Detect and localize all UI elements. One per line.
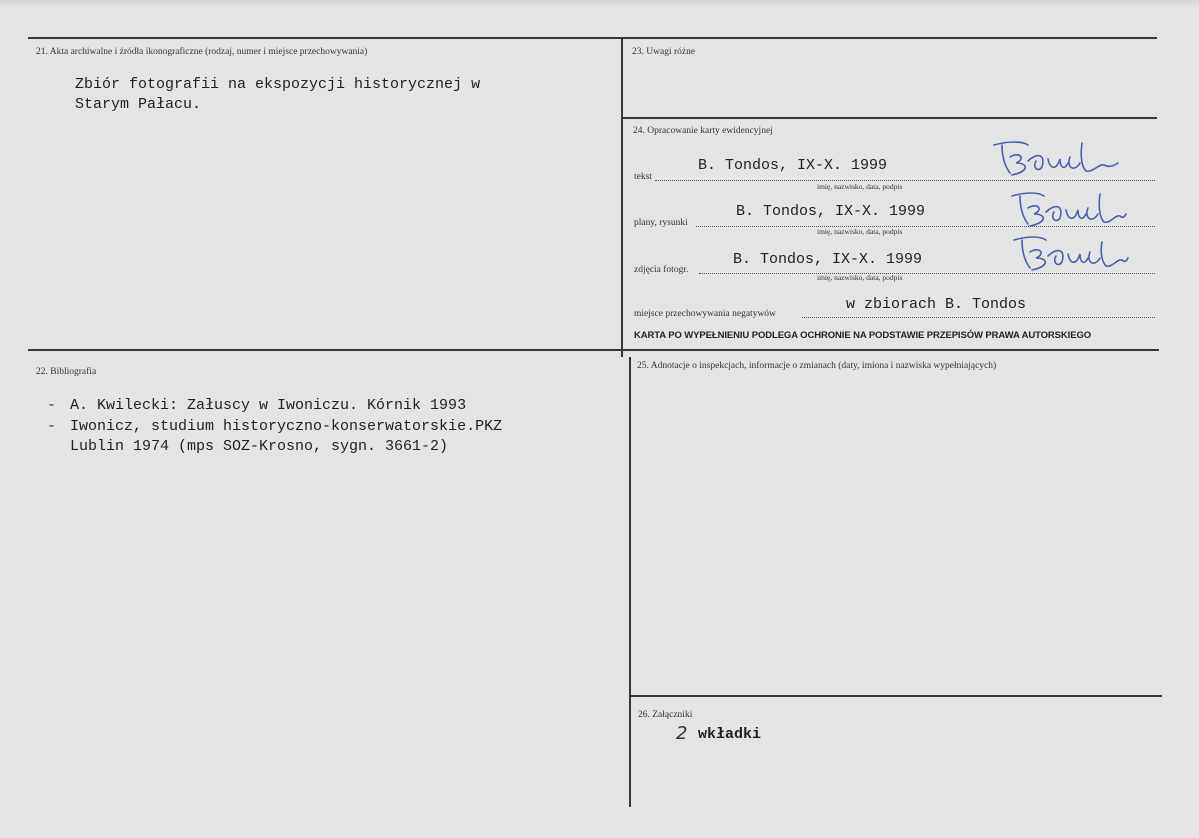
bib-item-2-line-1: Iwonicz, studium historyczno-konserwatorskie.PKZ <box>70 418 503 435</box>
rule-25-26 <box>630 695 1162 697</box>
zdjecia-label: zdjęcia fotogr. <box>634 265 689 275</box>
section-22-label: 22. Bibliografia <box>36 367 97 377</box>
top-edge <box>0 0 1199 8</box>
tekst-value: B. Tondos, IX-X. 1999 <box>698 157 888 174</box>
attachments-value: wkładki <box>698 726 762 743</box>
negatives-dotted-line <box>802 317 1155 318</box>
section-21-line-1: Zbiór fotografii na ekspozycji historycznej w <box>75 76 481 93</box>
zdjecia-value: B. Tondos, IX-X. 1999 <box>733 251 923 268</box>
tekst-sublabel: imię, nazwisko, data, podpis <box>817 182 903 191</box>
section-24-label: 24. Opracowanie karty ewidencyjnej <box>633 126 773 136</box>
tekst-label: tekst <box>634 172 652 182</box>
signature-tekst <box>988 137 1123 179</box>
zdjecia-sublabel: imię, nazwisko, data, podpis <box>817 273 903 282</box>
rule-23-24 <box>622 117 1157 119</box>
center-divider <box>621 37 623 357</box>
center-divider-lower <box>629 357 631 807</box>
signature-plany <box>1008 188 1128 230</box>
copyright-notice: KARTA PO WYPEŁNIENIU PODLEGA OCHRONIE NA PODSTAWIE PRZEPISÓW PRAWA AUTORSKIEGO <box>634 330 1092 341</box>
bib-item-2-line-2: Lublin 1974 (mps SOZ-Krosno, sygn. 3661-2) <box>70 438 449 455</box>
signature-zdjecia <box>1010 232 1130 274</box>
section-23-label: 23. Uwagi różne <box>632 47 696 57</box>
attachments-count: 2 <box>676 723 688 744</box>
section-25-label: 25. Adnotacje o inspekcjach, informacje o zmianach (daty, imiona i nazwiska wypełniających) <box>637 361 997 371</box>
section-21-label: 21. Akta archiwalne i źródła ikonograficzne (rodzaj, numer i miejsce przechowywania) <box>36 47 368 57</box>
bib-item-1-line-1: A. Kwilecki: Załuscy w Iwoniczu. Kórnik 1993 <box>70 397 467 414</box>
negatives-label: miejsce przechowywania negatywów <box>634 309 776 319</box>
section-26-label: 26. Załączniki <box>638 710 693 720</box>
plany-sublabel: imię, nazwisko, data, podpis <box>817 227 903 236</box>
middle-rule <box>28 349 1159 351</box>
top-rule <box>28 37 1157 39</box>
plany-value: B. Tondos, IX-X. 1999 <box>736 203 926 220</box>
plany-label: plany, rysunki <box>634 218 688 228</box>
tekst-dotted-line <box>655 180 1155 181</box>
negatives-value: w zbiorach B. Tondos <box>846 296 1027 313</box>
section-21-line-2: Starym Pałacu. <box>75 96 202 113</box>
bib-bullet-2: - <box>47 418 57 435</box>
bib-bullet-1: - <box>47 397 57 414</box>
